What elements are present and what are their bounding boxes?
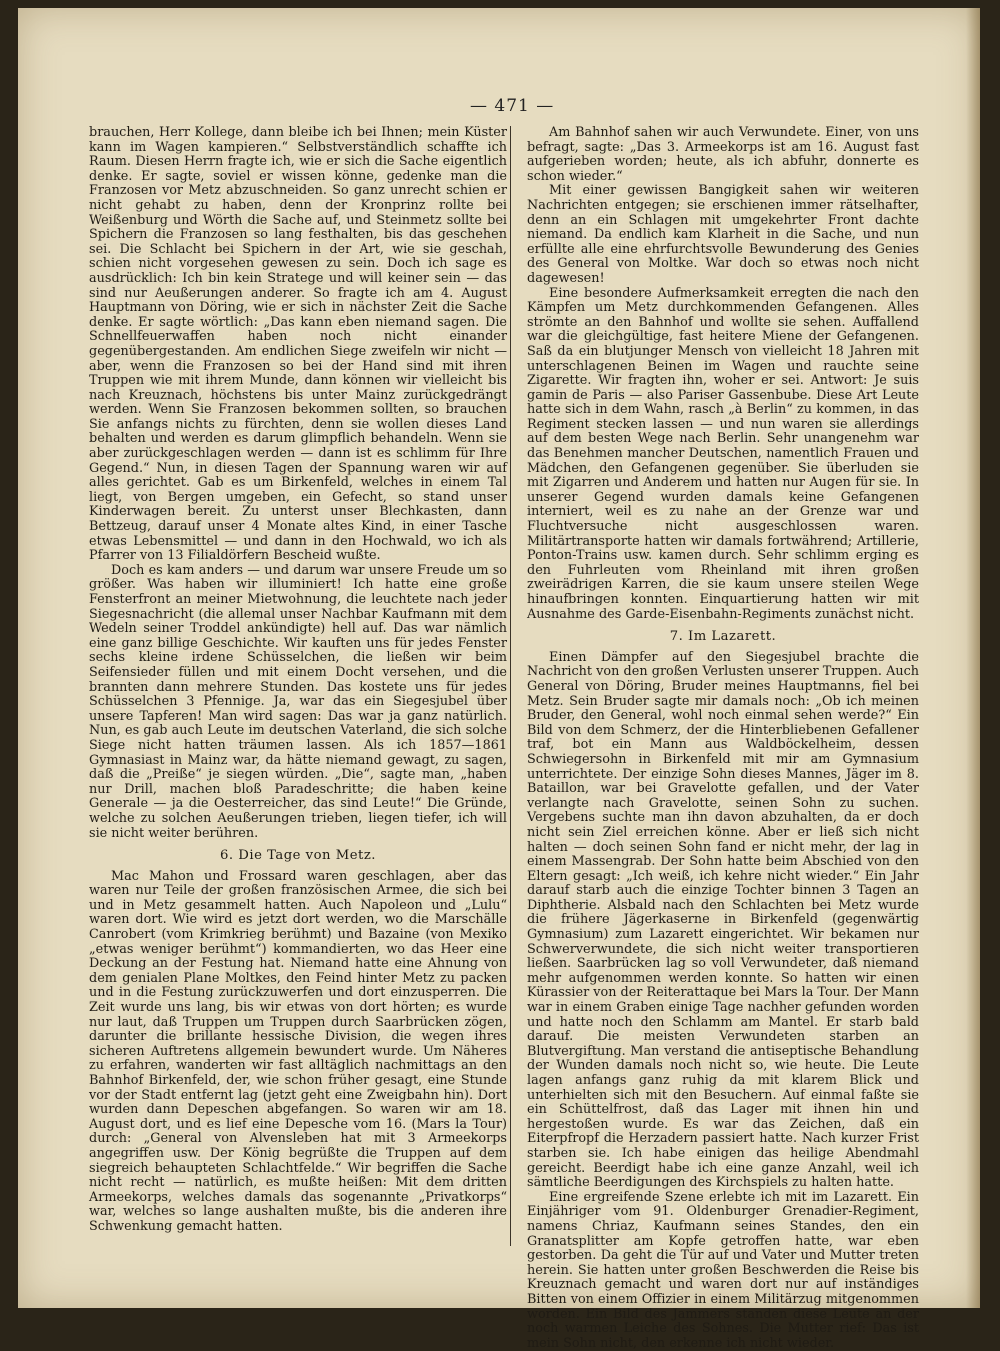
- section-heading-6: 6. Die Tage von Metz.: [220, 848, 376, 864]
- left-paragraph-1: brauchen, Herr Kollege, dann bleibe ich bei Ihnen; mein Küster kann im Wagen kampieren.“ Selbstverständlich schaffte ich Raum. Diesen Herrn fragte ich, wie er sich die Sache eigentlich denke. Er sagte, soviel er wissen könne, gedenke man die Franzosen vor Metz abzuschneiden. So ganz unrecht schien er nicht gehabt zu haben, denn der Kronprinz rollte bei Weißenburg und Wörth die Sache auf, und Steinmetz sollte bei Spichern die Franzosen so lang festhalten, bis das geschehen sei. Die Schlacht bei Spichern in der Art, wie sie geschah, schien nicht vorgesehen gewesen zu sein. Doch ich sage es ausdrücklich: Ich bin kein Stratege und will keiner sein — das sind nur Aeußerungen anderer. So fragte ich am 4. August Hauptmann von Döring, wie er sich in nächster Zeit die Sache denke. Er sagte wörtlich: „Das kann eben niemand sagen. Die Schnellfeuerwaffen haben noch nicht einander gegenübergestanden. Am endlichen Siege zweifeln wir nicht — aber, wenn die Franzosen so bei der Hand sind mit ihren Truppen wie mit ihrem Munde, dann können wir vielleicht bis nach Kreuznach, höchstens bis unter Mainz zurückgedrängt werden. Wenn Sie Franzosen bekommen sollten, so brauchen Sie anfangs nichts zu fürchten, denn sie wollen dieses Land behalten und werden es darum glimpflich behandeln. Wenn sie aber zurückgeschlagen werden — dann ist es schlimm für Ihre Gegend.“ Nun, in diesen Tagen der Spannung waren wir auf alles gerichtet. Gab es um Birkenfeld, welches in einem Tal liegt, von Bergen umgeben, ein Gefecht, so stand unser Kinderwagen bereit. Zu unterst unser Blechkasten, dann Bettzeug, darauf unser 4 Monate altes Kind, in einer Tasche etwas Lebensmittel — und dann in den Hochwald, wo ich als Pfarrer von 13 Filialdörfern Bescheid wußte.: [89, 125, 507, 564]
- page-number: — 471 —: [470, 96, 555, 116]
- right-paragraph-3: Eine besondere Aufmerksamkeit erregten die nach den Kämpfen um Metz durchkommenden Gefangenen. Alles strömte an den Bahnhof und wollte sie sehen. Auffallend war die gleichgültige, fast heitere Miene der Gefangenen. Saß da ein blutjunger Mensch von vielleicht 18 Jahren mit unterschlagenen Beinen im Wagen und rauchte seine Zigarette. Wir fragten ihn, woher er sei. Antwort: Je suis gamin de Paris — also Pariser Gassenbube. Diese Art Leute hatte sich in dem Wahn, rasch „à Berlin“ zu kommen, in das Regiment stecken lassen — und nun waren sie allerdings auf dem besten Wege nach Berlin. Sehr unangenehm war das Benehmen mancher Deutschen, namentlich Frauen und Mädchen, den Gefangenen gegenüber. Sie überluden sie mit Zigarren und Anderem und hatten nur Augen für sie. In unserer Gegend wurden damals keine Gefangenen interniert, weil es zu nahe an der Grenze war und Fluchtversuche nicht ausgeschlossen waren. Militärtransporte hatten wir damals fortwährend; Artillerie, Ponton-Trains usw. kamen durch. Sehr schlimm erging es den Fuhrleuten vom Rheinland mit ihren großen zweirädrigen Karren, die sie kaum unsere steilen Wege hinaufbringen konnten. Einquartierung hatten wir mit Ausnahme des Garde-Eisenbahn-Regiments zunächst nicht.: [527, 285, 919, 622]
- section-heading-7: 7. Im Lazarett.: [669, 629, 777, 645]
- right-paragraph-4: Einen Dämpfer auf den Siegesjubel brachte die Nachricht von den großen Verlusten unserer Truppen. Auch General von Döring, Bruder meines Hauptmanns, fiel bei Metz. Sein Bruder sagte mir damals noch: „Ob ich meinen Bruder, den General, wohl noch einmal sehen werde?“ Ein Bild von dem Schmerz, der die Hinterbliebenen Gefallener traf, bot ein Mann aus Waldböckelheim, dessen Schwiegersohn in Birkenfeld mit mir am Gymnasium unterrichtete. Der einzige Sohn dieses Mannes, Jäger im 8. Bataillon, war bei Gravelotte gefallen, und der Vater verlangte nach Gravelotte, seinen Sohn zu suchen. Vergebens suchte man ihn davon abzuhalten, da er doch nicht sein Ziel erreichen könne. Aber er ließ sich nicht halten — doch seinen Sohn fand er nicht mehr, der lag in einem Massengrab. Der Sohn hatte beim Abschied von den Eltern gesagt: „Ich weiß, ich kehre nicht wieder.“ Ein Jahr darauf starb auch die einzige Tochter binnen 3 Tagen an Diphtherie. Alsbald nach den Schlachten bei Metz wurde die frühere Jägerkaserne in Birkenfeld (gegenwärtig Gymnasium) zum Lazarett eingerichtet. Wir bekamen nur Schwerverwundete, die sich nicht weiter transportieren ließen. Saarbrücken lag so voll Verwundeter, daß niemand mehr aufgenommen werden konnte. So hatten wir einen Kürassier von der Reiterattaque bei Mars la Tour. Der Mann war in einem Graben einige Tage nachher gefunden worden und hatte noch den Schlamm am Mantel. Er starb bald darauf. Die meisten Verwundeten starben an Blutvergiftung. Man verstand die antiseptische Behandlung der Wunden damals noch nicht so, wie heute. Die Leute lagen anfangs ganz ruhig da mit klarem Blick und unterhielten sich mit den Besuchern. Auf einmal faßte sie ein Schüttelfrost, daß das Lager mit ihnen hin und hergestoßen wurde. Es war das Zeichen, daß ein Eiterpfropf die Herzadern passiert hatte. Nach kurzer Frist starben sie. Ich habe einigen das heilige Abendmahl gereicht. Beerdigt habe ich eine ganze Anzahl, weil ich sämtliche Beerdigungen des Kirchspiels zu halten hatte.: [527, 649, 919, 1191]
- right-paragraph-2: Mit einer gewissen Bangigkeit sahen wir weiteren Nachrichten entgegen; sie erschienen immer rätselhafter, denn an ein Schlagen mit umgekehrter Front dachte niemand. Da endlich kam Klarheit in die Sache, und nun erfüllte alle eine ehrfurchtsvolle Bewunderung des Genies des General von Moltke. War doch so etwas noch nicht dagewesen!: [527, 183, 919, 286]
- left-column: [89, 126, 507, 1235]
- page-edge-shadow: [966, 8, 980, 1308]
- right-paragraph-1: Am Bahnhof sahen wir auch Verwundete. Einer, von uns befragt, sagte: „Das 3. Armeekorps ist am 16. August fast aufgerieben worden; heute, als ich abfuhr, donnerte es schon wieder.“: [527, 125, 919, 184]
- left-paragraph-2: Doch es kam anders — und darum war unsere Freude um so größer. Was haben wir illuminiert! Ich hatte eine große Fensterfront an meiner Mietwohnung, die leuchtete nach jeder Siegesnachricht (die allemal unser Nachbar Kaufmann mit dem Wedeln seiner Troddel ankündigte) hell auf. Das war nämlich eine ganz billige Geschichte. Wir kauften uns für jedes Fenster sechs kleine irdene Schüsselchen, die ließen wir beim Seifensieder füllen und mit einem Docht versehen, und die brannten dann mehrere Stunden. Das kostete uns für jedes Schüsselchen 3 Pfennige. Ja, war das ein Siegesjubel über unsere Tapferen! Man wird sagen: Das war ja ganz natürlich. Nun, es gab auch Leute im deutschen Vaterland, die sich solche Siege nicht hatten träumen lassen. Als ich 1857—1861 Gymnasiast in Mainz war, da hätte niemand gewagt, zu sagen, daß die „Preiße“ je siegen würden. „Die“, sagte man, „haben nur Drill, machen bloß Paradeschritte; die haben keine Generale — ja die Oesterreicher, das sind Leute!“ Die Gründe, welche zu solchen Aeußerungen trieben, liegen tiefer, ich will sie nicht weiter berühren.: [89, 562, 507, 841]
- right-column: [510, 125, 919, 1351]
- right-paragraph-5: Eine ergreifende Szene erlebte ich mit im Lazarett. Ein Einjähriger vom 91. Oldenburger Grenadier-Regiment, namens Chriaz, Kaufmann seines Standes, den ein Granatsplitter am Kopfe getroffen hatte, war eben gestorben. Da geht die Tür auf und Vater und Mutter treten herein. Sie hatten unter großen Beschwerden die Reise bis Kreuznach gemacht und waren dort nur auf inständiges Bitten von einem Offizier in einem Militärzug mitgenommen worden. Ein Bild des Jammers standen diese Leute an der noch warmen Leiche des Sohnes. Die Mutter rief: Das ist mein Sohn nicht, den erkenne ich nicht wieder.: [527, 1189, 919, 1351]
- left-paragraph-3: Mac Mahon und Frossard waren geschlagen, aber das waren nur Teile der großen französischen Armee, die sich bei und in Metz gesammelt hatten. Auch Napoleon und „Lulu“ waren dort. Wie wird es jetzt dort werden, wo die Marschälle Canrobert (vom Krimkrieg berühmt) und Bazaine (von Mexiko „etwas weniger berühmt“) kommandierten, wo das Heer eine Deckung an der Festung hat. Niemand hatte eine Ahnung von dem genialen Plane Moltkes, den Feind hinter Metz zu packen und in die Festung zurückzuwerfen und dort einzusperren. Die Zeit wurde uns lang, bis wir etwas von dort hörten; es wurde nur laut, daß Truppen um Truppen durch Saarbrücken zögen, darunter die brillante hessische Division, die wegen ihres sicheren Auftretens allgemein bewundert wurde. Um Näheres zu erfahren, wanderten wir fast alltäglich nachmittags an den Bahnhof Birkenfeld, der, wie schon früher gesagt, eine Stunde vor der Stadt entfernt lag (jetzt geht eine Zweigbahn hin). Dort wurden dann Depeschen abgefangen. So waren wir am 18. August dort, und es lief eine Depesche vom 16. (Mars la Tour) durch: „General von Alvensleben hat mit 3 Armeekorps angegriffen usw. Der König begrüßte die Truppen auf dem siegreich behaupteten Schlachtfelde.“ Wir begriffen die Sache nicht recht — natürlich, es mußte heißen: Mit dem dritten Armeekorps, welches damals das sogenannte „Privatkorps“ war, welches so lange aushalten mußte, bis die anderen ihre Schwenkung gemacht hatten.: [89, 868, 507, 1234]
- newspaper-page: [18, 8, 980, 1351]
